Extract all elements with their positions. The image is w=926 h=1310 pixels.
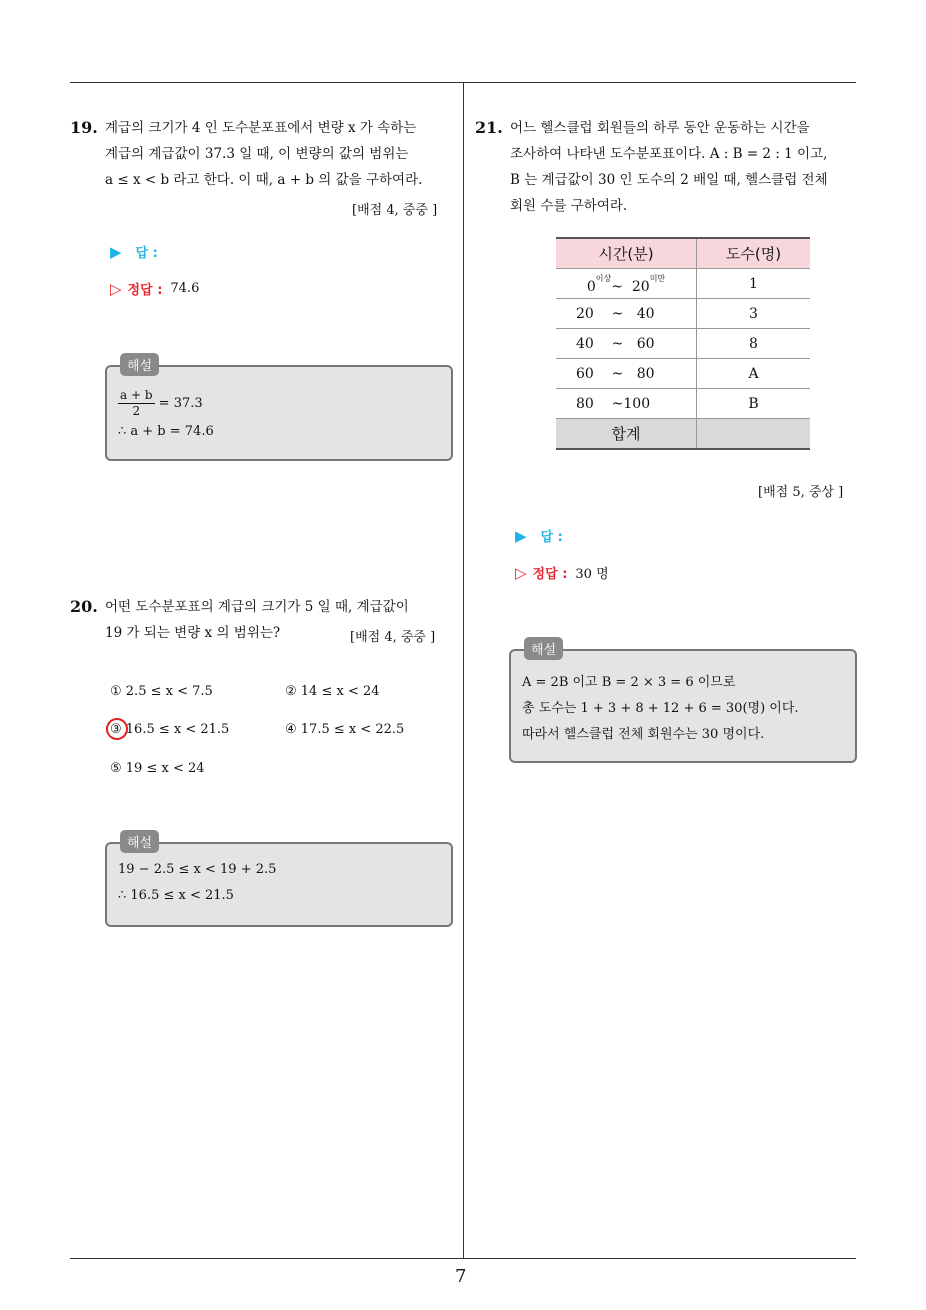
q20-solution-line-2: ∴ 16.5 ≤ x < 21.5: [118, 888, 234, 903]
q21-line-4: 회원 수를 구하여라.: [510, 198, 628, 214]
q20-line-2: 19 가 되는 변량 x 의 범위는?: [105, 625, 281, 641]
column-divider: [463, 82, 464, 1258]
row-5-range: [556, 389, 697, 419]
page-number: 7: [455, 1266, 467, 1287]
q20-score: [배점 4, 중중 ]: [350, 630, 436, 645]
q19-score: [배점 4, 중중 ]: [352, 203, 438, 218]
under-label: 미만: [649, 273, 666, 283]
q21-solution-tag: 해설: [524, 637, 563, 660]
row-1-from: 0: [586, 278, 596, 295]
q19-frac-rhs: = 37.3: [158, 396, 203, 411]
row-3-range: [556, 329, 697, 359]
row-1-count: 1: [697, 269, 811, 299]
row-2-to: 40: [636, 305, 655, 322]
frequency-table: [556, 237, 810, 450]
q21-score: [배점 5, 중상 ]: [758, 485, 844, 500]
q21-line-2: 조사하여 나타낸 도수분포표이다. A : B = 2 : 1 이고,: [510, 146, 828, 162]
q20-choice-5[interactable]: ⑤ 19 ≤ x < 24: [110, 761, 205, 776]
q21-line-3: B 는 계급값이 30 인 도수의 2 배일 때, 헬스클럽 전체: [510, 172, 828, 188]
selected-answer-circle-icon: [104, 716, 129, 741]
row-3-to: 60: [636, 335, 655, 352]
bottom-rule: [70, 1258, 856, 1259]
triangle-outline-icon: ▷: [515, 563, 527, 582]
q20-solution-line-1: 19 − 2.5 ≤ x < 19 + 2.5: [118, 862, 277, 877]
q21-correct-value: 30 명: [575, 567, 609, 582]
q20-solution-tag: 해설: [120, 830, 159, 853]
table-row: [556, 269, 810, 299]
table-header-row: [556, 238, 810, 269]
triangle-outline-icon: ▷: [110, 279, 122, 298]
q19-frac-numerator: a + b: [120, 388, 153, 402]
play-icon: ▶: [515, 526, 527, 545]
row-4-tilde: ~: [611, 365, 624, 382]
q20-choice-4[interactable]: ④ 17.5 ≤ x < 22.5: [285, 722, 405, 737]
q21-text: [510, 115, 828, 219]
q20-solution-box: [105, 842, 453, 927]
q21-answer-row: [515, 526, 563, 545]
q21-correct-row: [515, 563, 609, 582]
q19-solution-line-1: [118, 388, 203, 419]
q20-choice-3[interactable]: ③ 16.5 ≤ x < 21.5: [110, 722, 230, 737]
row-4-range: [556, 359, 697, 389]
row-2-range: [556, 299, 697, 329]
q19-correct-row: [110, 279, 199, 298]
q19-frac-denominator: 2: [132, 404, 141, 418]
q19-answer-row: [110, 242, 158, 261]
row-5-tilde: ~: [611, 395, 624, 412]
q21-solution-line-1: A = 2B 이고 B = 2 × 3 = 6 이므로: [522, 675, 736, 690]
q20-choice-1[interactable]: ① 2.5 ≤ x < 7.5: [110, 684, 213, 699]
table-row: [556, 359, 810, 389]
table-row: [556, 329, 810, 359]
row-1-to: 20: [631, 278, 650, 295]
row-4-to: 80: [636, 365, 655, 382]
total-value: [697, 419, 811, 450]
q19-solution-tag: 해설: [120, 353, 159, 376]
row-5-from: 80: [576, 395, 594, 412]
q19-answer-label: 답 :: [135, 246, 158, 261]
q19-line-2: 계급의 계급값이 37.3 일 때, 이 변량의 값의 범위는: [105, 146, 409, 162]
header-time: 시간(분): [556, 238, 697, 269]
q20-number: 20.: [70, 597, 98, 616]
row-4-count: A: [697, 359, 811, 389]
table-total-row: [556, 419, 810, 450]
q20-choice-2[interactable]: ② 14 ≤ x < 24: [285, 684, 380, 699]
q21-solution-line-3: 따라서 헬스클럽 전체 회원수는 30 명이다.: [522, 727, 765, 742]
row-5-to: 100: [623, 395, 651, 412]
q19-text: [105, 115, 422, 193]
row-4-from: 60: [576, 365, 594, 382]
q21-answer-label: 답 :: [540, 530, 563, 545]
row-1-tilde: ~: [611, 278, 623, 295]
q19-line-1: 계급의 크기가 4 인 도수분포표에서 변량 x 가 속하는: [105, 120, 417, 136]
q21-correct-label: 정답 :: [532, 567, 568, 582]
row-3-tilde: ~: [611, 335, 624, 352]
row-2-tilde: ~: [611, 305, 624, 322]
q19-solution-line-2: ∴ a + b = 74.6: [118, 424, 214, 439]
q21-line-1: 어느 헬스클럽 회원들의 하루 동안 운동하는 시간을: [510, 120, 810, 136]
q21-solution-line-2: 총 도수는 1 + 3 + 8 + 12 + 6 = 30(명) 이다.: [522, 701, 799, 716]
total-label: 합계: [556, 419, 697, 450]
row-3-count: 8: [697, 329, 811, 359]
row-1-range: [556, 269, 697, 299]
row-2-from: 20: [576, 305, 594, 322]
q19-correct-label: 정답 :: [127, 283, 163, 298]
row-5-count: B: [697, 389, 811, 419]
q19-solution-fraction: [118, 388, 155, 419]
q19-line-3: a ≤ x < b 라고 한다. 이 때, a + b 의 값을 구하여라.: [105, 172, 423, 188]
play-icon: ▶: [110, 242, 122, 261]
over-label: 이상: [595, 273, 612, 283]
row-3-from: 40: [576, 335, 594, 352]
q20-line-1: 어떤 도수분포표의 계급의 크기가 5 일 때, 계급값이: [105, 599, 409, 615]
q19-correct-value: 74.6: [170, 281, 200, 296]
q19-number: 19.: [70, 118, 98, 137]
row-2-count: 3: [697, 299, 811, 329]
table-row: [556, 299, 810, 329]
header-count: 도수(명): [697, 238, 811, 269]
q21-number: 21.: [475, 118, 503, 137]
table-row: [556, 389, 810, 419]
